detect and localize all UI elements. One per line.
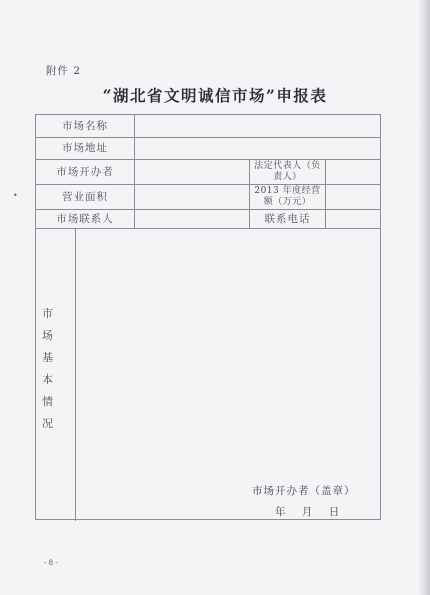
- basic-info-field[interactable]: [76, 229, 380, 519]
- margin-mark: •: [13, 191, 18, 200]
- market-contact-field[interactable]: [135, 210, 250, 228]
- turnover-2013-field[interactable]: [326, 185, 380, 209]
- row-business-area: [36, 185, 380, 210]
- application-form-table: [35, 114, 381, 520]
- row-market-address: [36, 138, 380, 160]
- business-area-label: 营业面积: [62, 190, 108, 203]
- turnover-2013-label: 2013 年度经营额（万元）: [254, 186, 321, 207]
- row-market-name: [36, 115, 380, 138]
- legal-rep-field[interactable]: [326, 160, 380, 184]
- business-area-field[interactable]: [135, 185, 250, 209]
- date-year: 年: [275, 506, 286, 518]
- market-address-label: 市场地址: [62, 142, 108, 155]
- basic-info-label: 市 场 基 本 情 况: [42, 307, 62, 430]
- date-month: 月: [301, 506, 313, 518]
- market-address-field[interactable]: [135, 138, 380, 159]
- date-line: [275, 504, 352, 519]
- form-title: “湖北省文明诚信市场”申报表: [102, 86, 328, 105]
- market-name-field[interactable]: [135, 115, 380, 137]
- market-organizer-field[interactable]: [135, 160, 250, 184]
- organizer-seal-label: 市场开办者（盖章）: [252, 485, 356, 497]
- market-name-label: 市场名称: [62, 119, 108, 132]
- legal-rep-label: 法定代表人（负责人）: [254, 161, 321, 182]
- attachment-label: 附件 2: [46, 65, 82, 77]
- market-contact-label: 市场联系人: [56, 212, 114, 225]
- page-number: - 8 -: [44, 559, 58, 567]
- contact-phone-label: 联系电话: [264, 212, 311, 225]
- contact-phone-field[interactable]: [326, 210, 380, 228]
- date-day: 日: [328, 506, 340, 518]
- row-market-contact: [36, 210, 380, 229]
- market-organizer-label: 市场开办者: [56, 165, 114, 178]
- row-market-organizer: [36, 160, 380, 185]
